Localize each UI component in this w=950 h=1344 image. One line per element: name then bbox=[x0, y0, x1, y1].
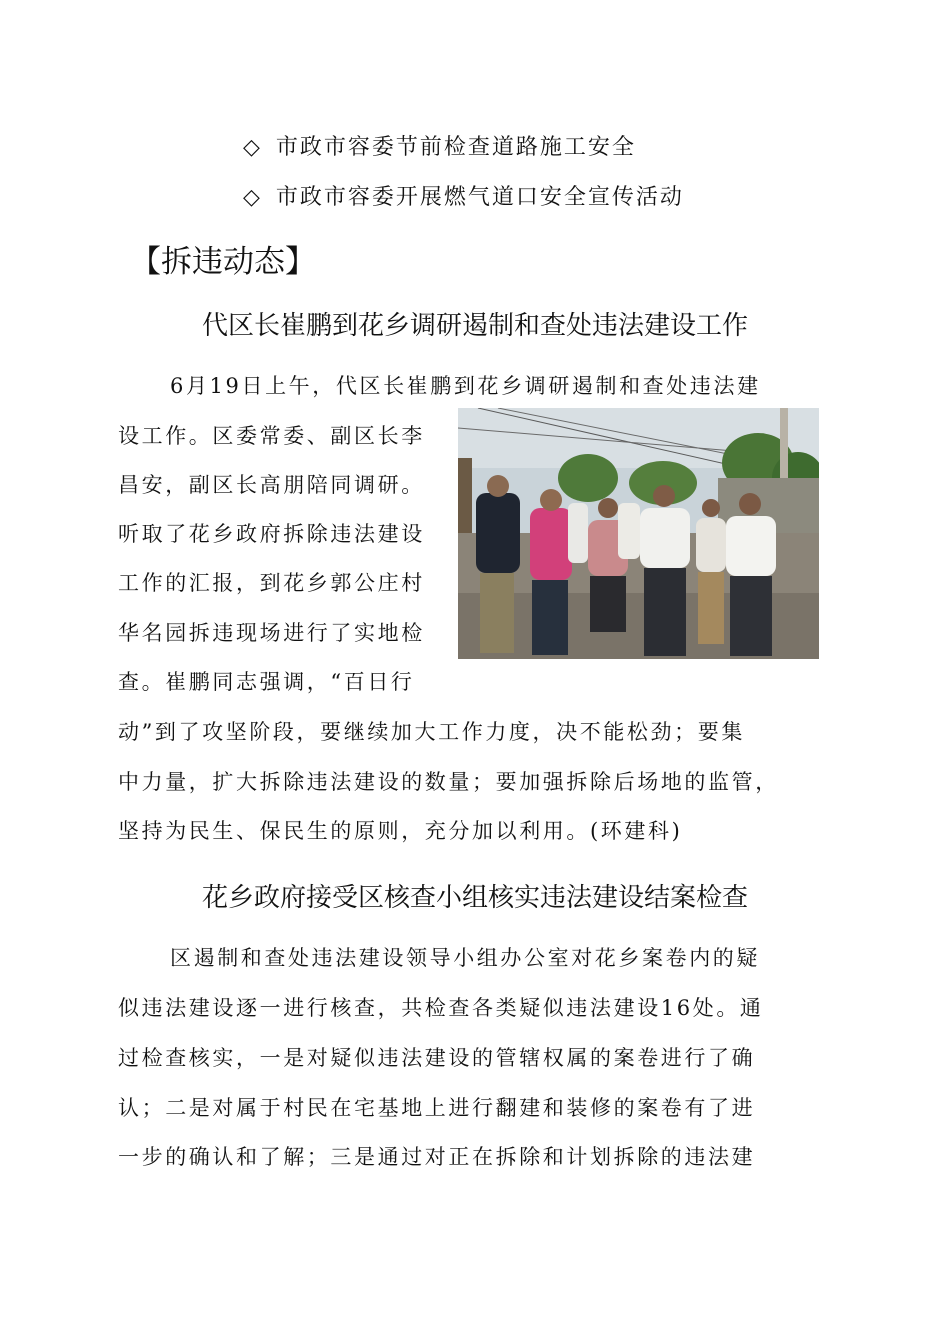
article2-line: 区遏制和查处违法建设领导小组办公室对花乡案卷内的疑 bbox=[170, 946, 760, 970]
diamond-icon: ◇ bbox=[243, 135, 262, 160]
article-photo bbox=[458, 408, 819, 659]
bullet-text: 市政市容委节前检查道路施工安全 bbox=[275, 135, 636, 160]
article1-line: 中力量，扩大拆除违法建设的数量；要加强拆除后场地的监管， bbox=[118, 770, 779, 794]
article1-line: 坚持为民生、保民生的原则，充分加以利用。(环建科) bbox=[118, 819, 683, 843]
bullet-item bbox=[243, 130, 636, 161]
article1-line: 工作的汇报，到花乡郭公庄村 bbox=[118, 571, 425, 595]
article1-line: 查。崔鹏同志强调，“百日行 bbox=[118, 670, 415, 694]
article1-line: 听取了花乡政府拆除违法建设 bbox=[118, 522, 425, 546]
article2-line: 过检查核实，一是对疑似违法建设的管辖权属的案卷进行了确 bbox=[118, 1046, 756, 1070]
article1-line: 昌安，副区长高朋陪同调研。 bbox=[118, 473, 425, 497]
section-title: 【拆违动态】 bbox=[130, 244, 316, 280]
article1-headline: 代区长崔鹏到花乡调研遏制和查处违法建设工作 bbox=[201, 311, 748, 341]
bullet-item bbox=[243, 180, 684, 211]
article2-headline: 花乡政府接受区核查小组核实违法建设结案检查 bbox=[201, 883, 748, 913]
article2-line: 认；二是对属于村民在宅基地上进行翻建和装修的案卷有了进 bbox=[118, 1096, 756, 1120]
article1-line: 6月19日上午，代区长崔鹏到花乡调研遏制和查处违法建 bbox=[170, 374, 761, 398]
article1-line: 动”到了攻坚阶段，要继续加大工作力度，决不能松劲；要集 bbox=[118, 720, 745, 744]
article1-line: 设工作。区委常委、副区长李 bbox=[118, 424, 425, 448]
diamond-icon: ◇ bbox=[243, 185, 262, 210]
article2-line: 似违法建设逐一进行核查，共检查各类疑似违法建设16处。通 bbox=[118, 996, 764, 1020]
article1-line: 华名园拆违现场进行了实地检 bbox=[118, 621, 425, 645]
bullet-text: 市政市容委开展燃气道口安全宣传活动 bbox=[275, 185, 684, 210]
article2-line: 一步的确认和了解；三是通过对正在拆除和计划拆除的违法建 bbox=[118, 1145, 756, 1169]
